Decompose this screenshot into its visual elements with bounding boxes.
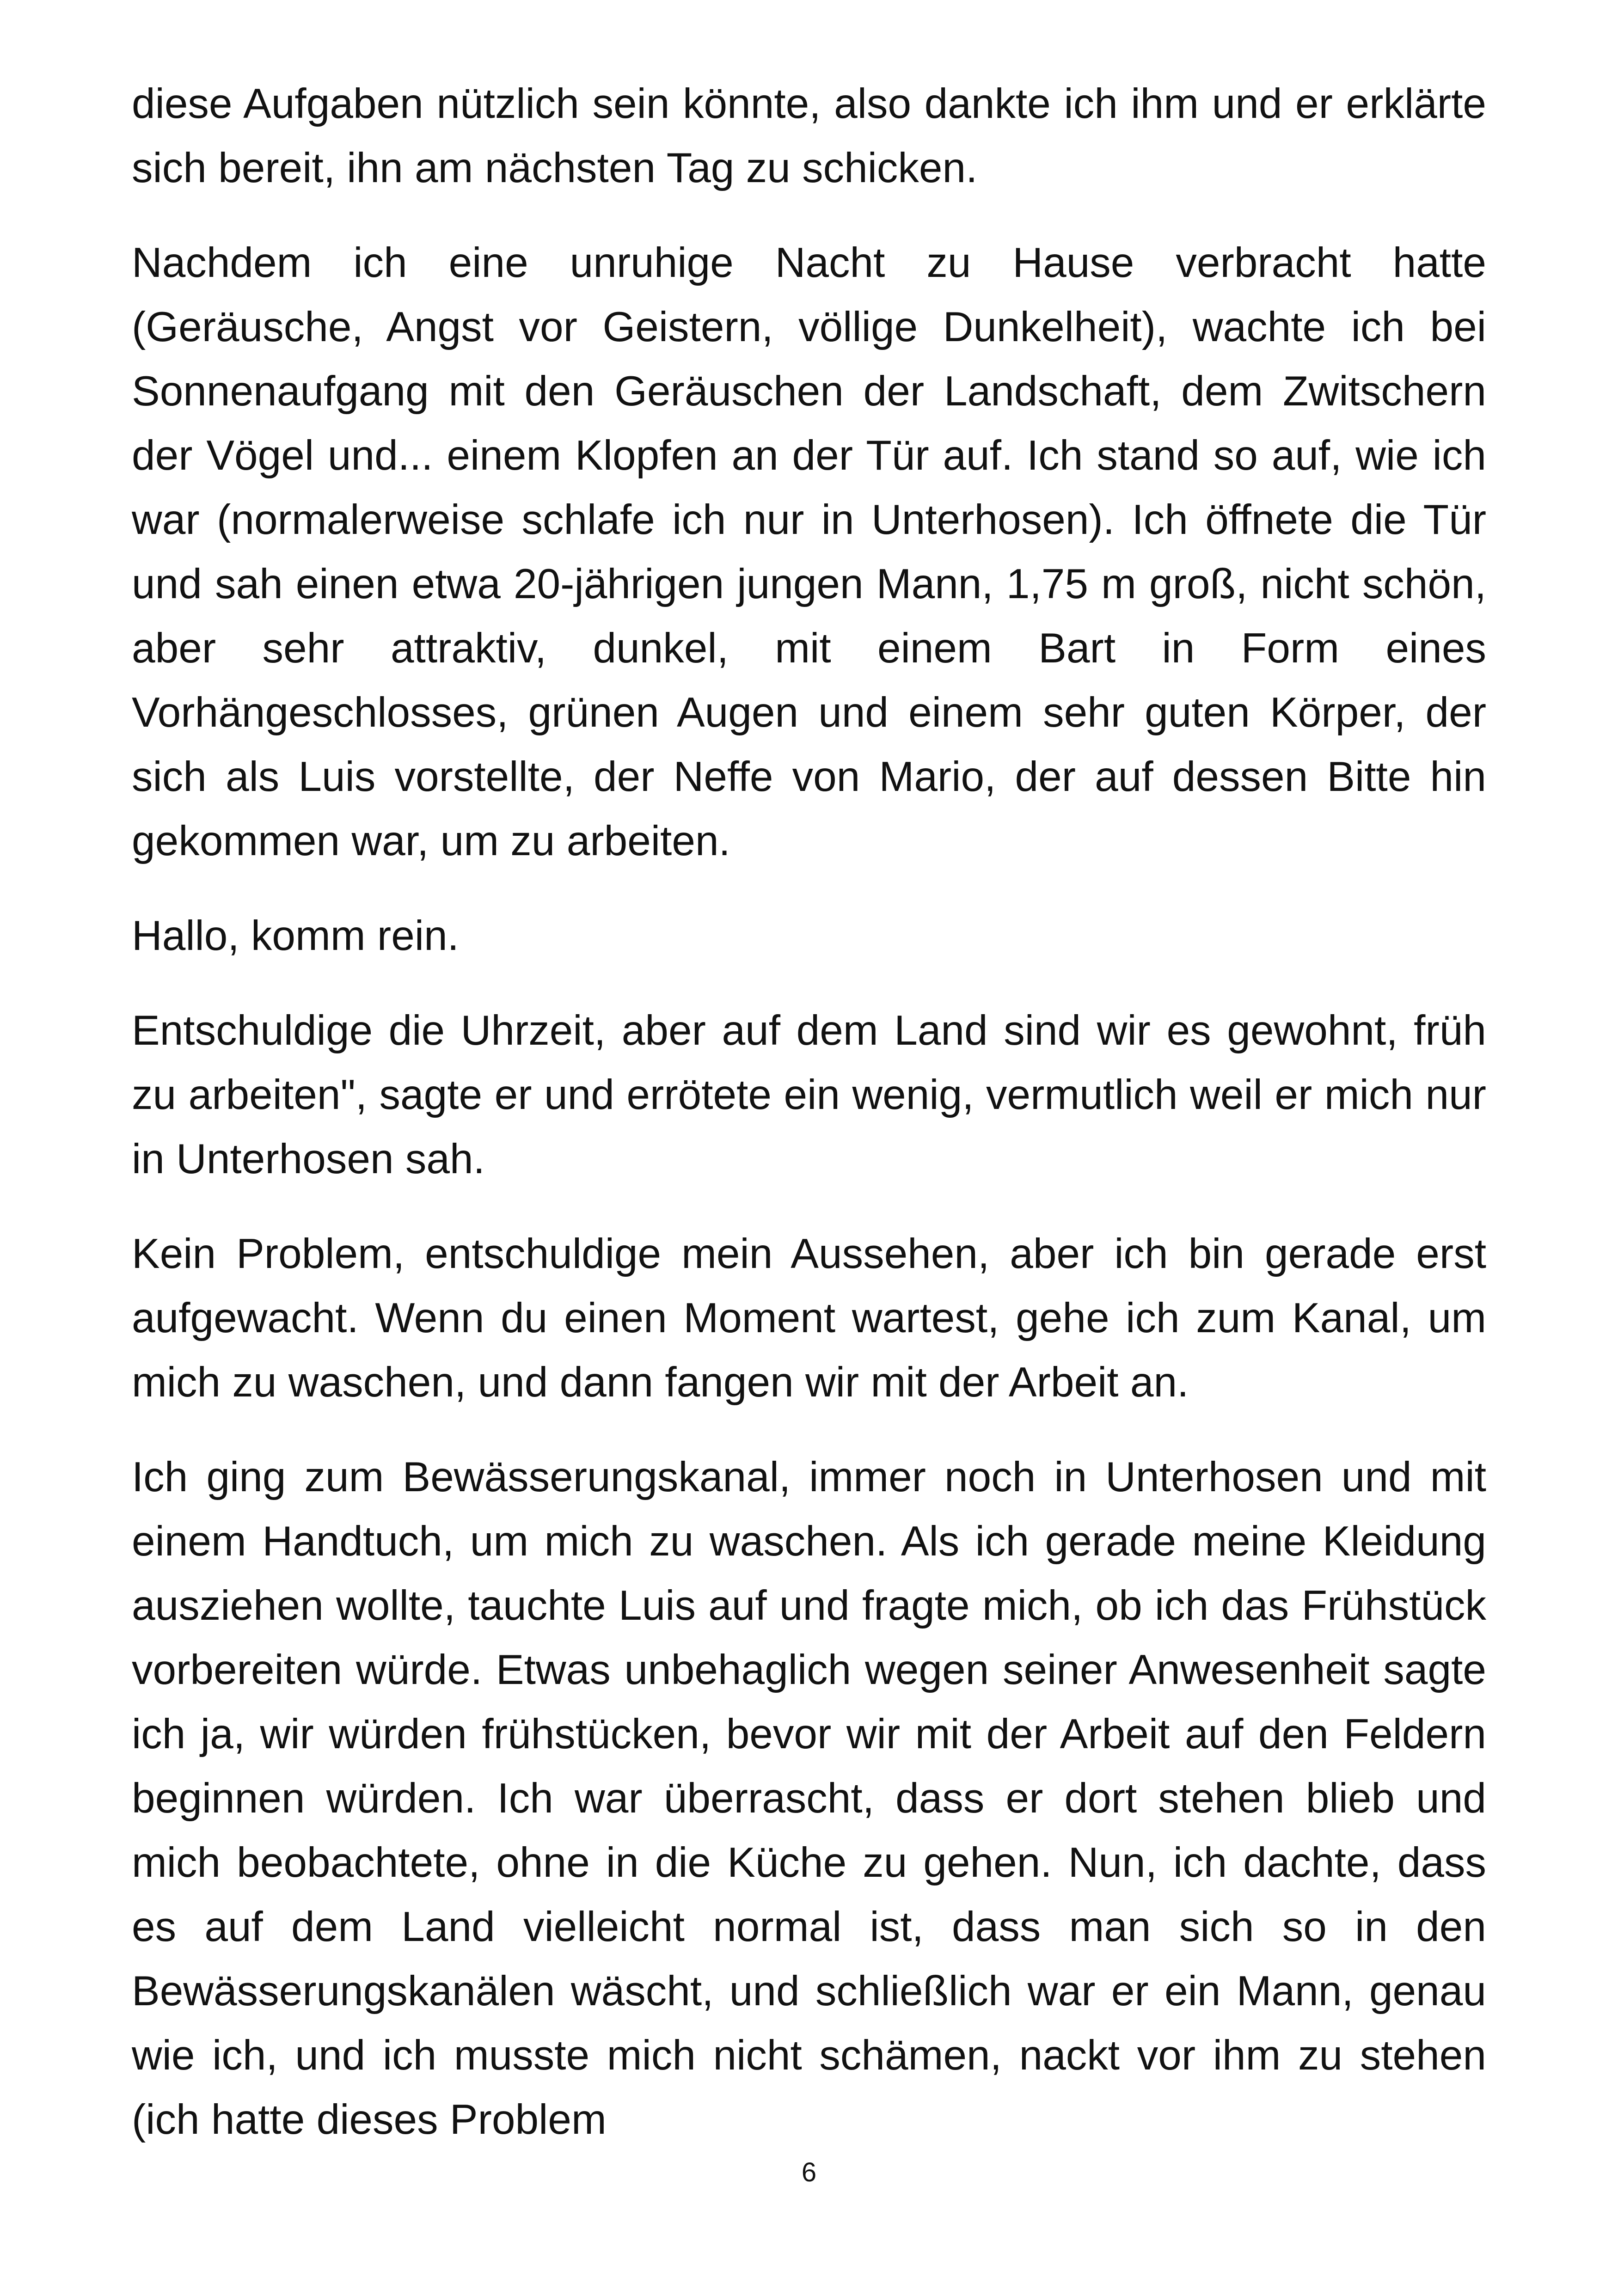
paragraph: Entschuldige die Uhrzeit, aber auf dem Land sind wir es gewohnt, früh zu arbeiten", sagte er und errötete ein wenig, vermutlich weil er mich nur in Unterhosen sah. <box>132 1007 1486 1182</box>
paragraph: Hallo, komm rein. <box>132 912 459 959</box>
paragraph: Ich ging zum Bewässerungskanal, immer noch in Unterhosen und mit einem Handtuch, um mich zu waschen. Als ich gerade meine Kleidung ausziehen wollte, tauchte Luis auf und fragte mich, ob ich das Frühstück vorbereiten würde. Etwas unbehaglich wegen seiner Anwesenheit sagte ich ja, wir würden frühstücken, bevor wir mit der Arbeit auf den Feldern beginnen würden. Ich war überrascht, dass er dort stehen blieb und mich beobachtete, ohne in die Küche zu gehen. Nun, ich dachte, dass es auf dem Land vielleicht normal ist, dass man sich so in den Bewässerungskanälen wäscht, und schließlich war er ein Mann, genau wie ich, und ich musste mich nicht schämen, nackt vor ihm zu stehen (ich hatte dieses Problem <box>132 1454 1486 2143</box>
page-number: 6 <box>801 2157 817 2187</box>
body-text <box>132 72 1486 2152</box>
paragraph: Nachdem ich eine unruhige Nacht zu Hause verbracht hatte (Geräusche, Angst vor Geistern, völlige Dunkelheit), wachte ich bei Sonnenaufgang mit den Geräuschen der Landschaft, dem Zwitschern der Vögel und... einem Klopfen an der Tür auf. Ich stand so auf, wie ich war (normalerweise schlafe ich nur in Unterhosen). Ich öffnete die Tür und sah einen etwa 20-jährigen jungen Mann, 1,75 m groß, nicht schön, aber sehr attraktiv, dunkel, mit einem Bart in Form eines Vorhängeschlosses, grünen Augen und einem sehr guten Körper, der sich als Luis vorstellte, der Neffe von Mario, der auf dessen Bitte hin gekommen war, um zu arbeiten. <box>132 239 1486 864</box>
paragraph: Kein Problem, entschuldige mein Aussehen, aber ich bin gerade erst aufgewacht. Wenn du einen Moment wartest, gehe ich zum Kanal, um mich zu waschen, und dann fangen wir mit der Arbeit an. <box>132 1231 1486 1406</box>
paragraph: diese Aufgaben nützlich sein könnte, also dankte ich ihm und er erklärte sich bereit, ihn am nächsten Tag zu schicken. <box>132 80 1486 191</box>
